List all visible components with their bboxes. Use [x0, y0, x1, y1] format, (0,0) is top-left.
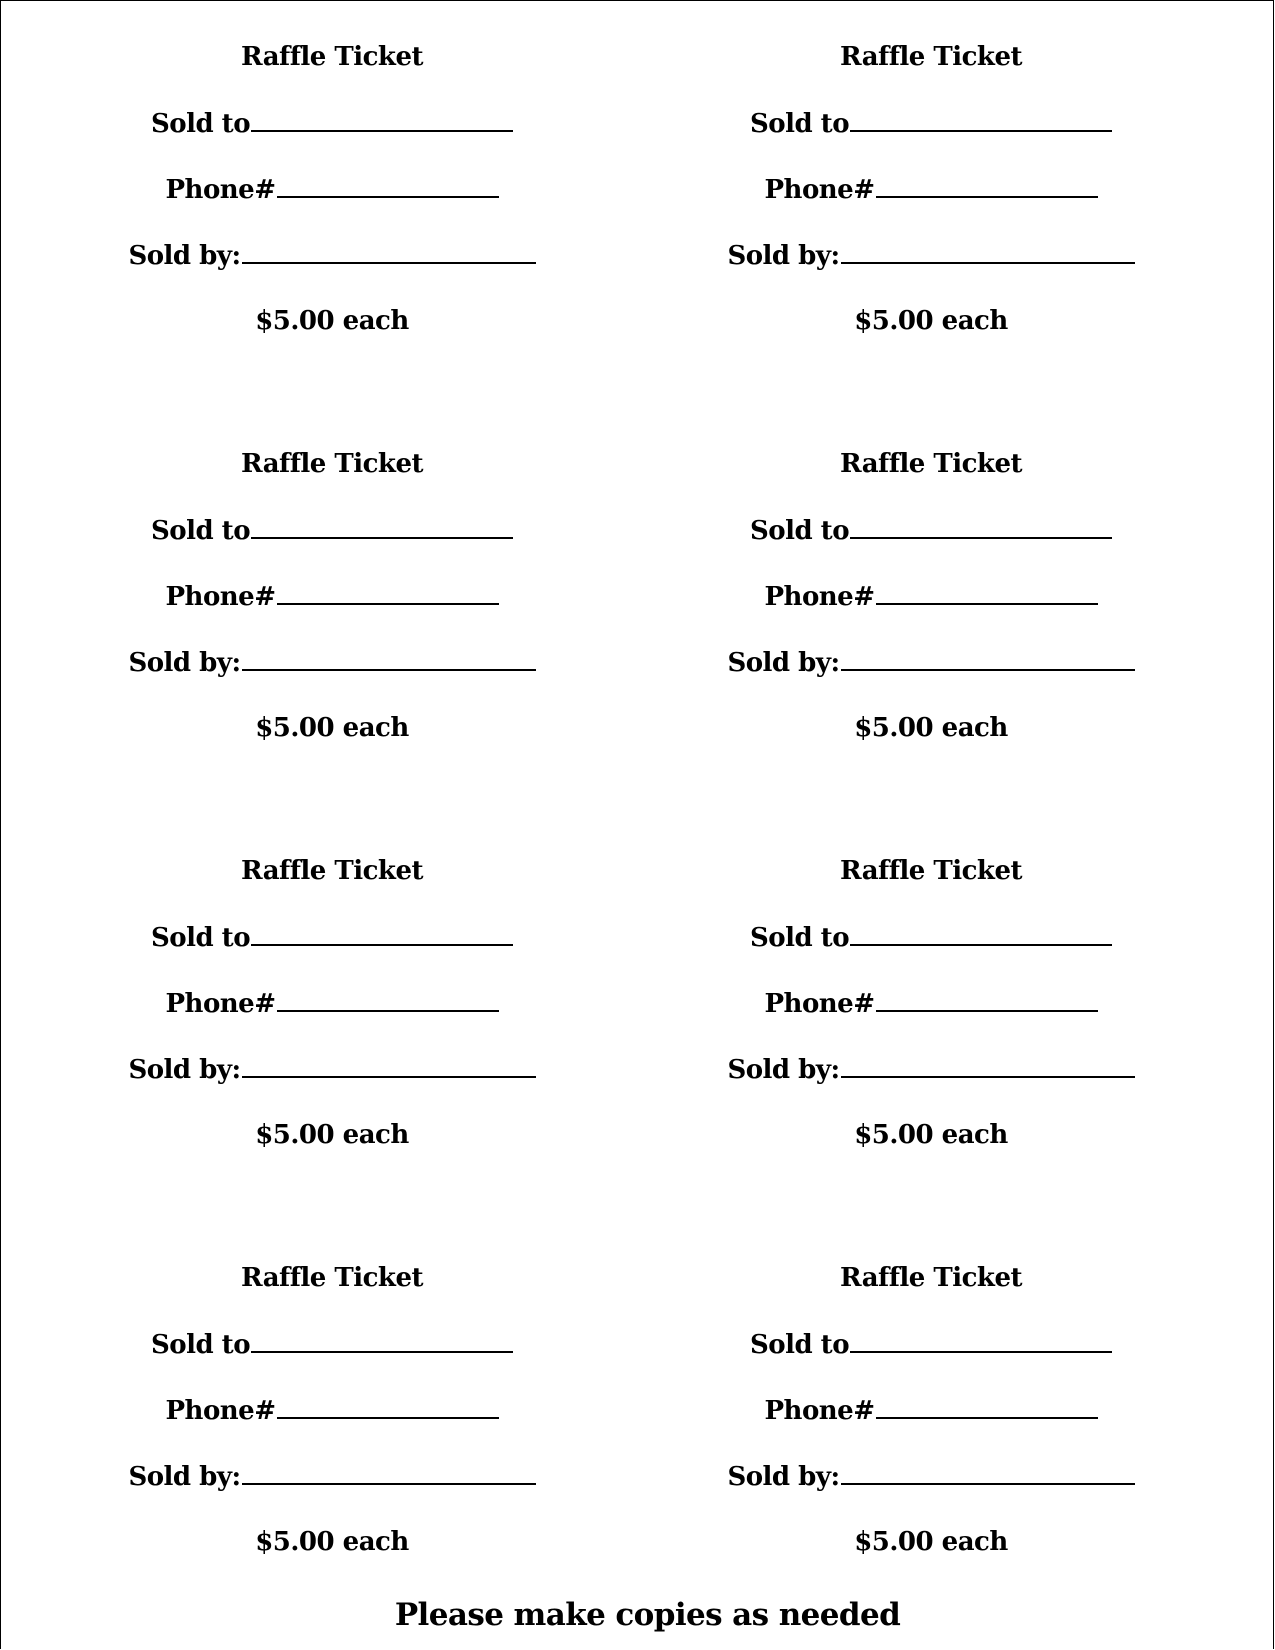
- phone-label: Phone#: [165, 1396, 276, 1426]
- sold-to-field: [661, 1329, 1201, 1360]
- sold-by-label: Sold by:: [128, 241, 241, 271]
- sold-to-field: [62, 515, 602, 546]
- phone-blank[interactable]: [876, 174, 1098, 198]
- phone-label: Phone#: [165, 989, 276, 1019]
- phone-field: [62, 174, 602, 205]
- phone-label: Phone#: [764, 989, 875, 1019]
- ticket-title: Raffle Ticket: [240, 1263, 423, 1293]
- raffle-ticket: [661, 407, 1201, 743]
- sold-to-field: [661, 515, 1201, 546]
- ticket-title: Raffle Ticket: [839, 856, 1022, 886]
- sold-to-label: Sold to: [749, 109, 850, 139]
- sold-to-blank[interactable]: [850, 922, 1112, 946]
- sold-by-field: [62, 647, 602, 678]
- raffle-ticket: [661, 0, 1201, 336]
- sold-to-label: Sold to: [150, 109, 251, 139]
- ticket-price: $5.00 each: [255, 306, 409, 336]
- raffle-ticket: [661, 1221, 1201, 1557]
- phone-label: Phone#: [764, 175, 875, 205]
- sold-to-blank[interactable]: [850, 108, 1112, 132]
- raffle-ticket: [62, 407, 602, 743]
- sold-to-field: [62, 1329, 602, 1360]
- phone-blank[interactable]: [277, 174, 499, 198]
- sold-by-blank[interactable]: [242, 1054, 536, 1078]
- ticket-price: $5.00 each: [854, 713, 1008, 743]
- phone-field: [661, 988, 1201, 1019]
- phone-label: Phone#: [764, 582, 875, 612]
- sold-to-blank[interactable]: [850, 515, 1112, 539]
- footer-note: Please make copies as needed: [394, 1597, 901, 1633]
- ticket-title: Raffle Ticket: [240, 856, 423, 886]
- phone-label: Phone#: [165, 175, 276, 205]
- sold-by-field: [661, 240, 1201, 271]
- sold-by-label: Sold by:: [727, 648, 840, 678]
- phone-blank[interactable]: [277, 581, 499, 605]
- ticket-price: $5.00 each: [255, 1527, 409, 1557]
- sold-to-blank[interactable]: [251, 108, 513, 132]
- sold-to-label: Sold to: [150, 923, 251, 953]
- raffle-ticket: [62, 0, 602, 336]
- ticket-price: $5.00 each: [854, 1527, 1008, 1557]
- sold-by-blank[interactable]: [841, 647, 1135, 671]
- sold-to-field: [62, 922, 602, 953]
- ticket-price: $5.00 each: [255, 713, 409, 743]
- sold-to-blank[interactable]: [251, 922, 513, 946]
- sold-by-blank[interactable]: [242, 1461, 536, 1485]
- phone-blank[interactable]: [876, 581, 1098, 605]
- sold-by-field: [62, 1461, 602, 1492]
- ticket-title: Raffle Ticket: [839, 1263, 1022, 1293]
- sold-by-blank[interactable]: [841, 240, 1135, 264]
- sold-to-label: Sold to: [749, 516, 850, 546]
- sold-to-label: Sold to: [150, 516, 251, 546]
- phone-field: [661, 1395, 1201, 1426]
- phone-blank[interactable]: [876, 988, 1098, 1012]
- phone-field: [62, 988, 602, 1019]
- phone-field: [661, 174, 1201, 205]
- sold-by-label: Sold by:: [128, 1462, 241, 1492]
- sold-to-label: Sold to: [150, 1330, 251, 1360]
- sold-to-label: Sold to: [749, 923, 850, 953]
- sold-by-field: [661, 1054, 1201, 1085]
- ticket-title: Raffle Ticket: [839, 42, 1022, 72]
- sold-by-blank[interactable]: [242, 240, 536, 264]
- raffle-ticket: [62, 1221, 602, 1557]
- sold-by-field: [62, 240, 602, 271]
- sold-to-blank[interactable]: [850, 1329, 1112, 1353]
- phone-field: [661, 581, 1201, 612]
- sold-by-field: [661, 1461, 1201, 1492]
- phone-label: Phone#: [165, 582, 276, 612]
- phone-label: Phone#: [764, 1396, 875, 1426]
- sold-by-field: [661, 647, 1201, 678]
- ticket-price: $5.00 each: [255, 1120, 409, 1150]
- sold-to-label: Sold to: [749, 1330, 850, 1360]
- sold-by-label: Sold by:: [128, 648, 241, 678]
- sold-by-field: [62, 1054, 602, 1085]
- ticket-title: Raffle Ticket: [839, 449, 1022, 479]
- sold-by-blank[interactable]: [841, 1054, 1135, 1078]
- ticket-title: Raffle Ticket: [240, 42, 423, 72]
- sold-to-field: [661, 108, 1201, 139]
- sold-by-blank[interactable]: [242, 647, 536, 671]
- sold-to-blank[interactable]: [251, 515, 513, 539]
- sold-by-blank[interactable]: [841, 1461, 1135, 1485]
- ticket-title: Raffle Ticket: [240, 449, 423, 479]
- sold-to-blank[interactable]: [251, 1329, 513, 1353]
- phone-field: [62, 1395, 602, 1426]
- phone-blank[interactable]: [876, 1395, 1098, 1419]
- sold-by-label: Sold by:: [727, 1055, 840, 1085]
- phone-blank[interactable]: [277, 988, 499, 1012]
- phone-field: [62, 581, 602, 612]
- sold-to-field: [62, 108, 602, 139]
- ticket-price: $5.00 each: [854, 306, 1008, 336]
- sold-to-field: [661, 922, 1201, 953]
- sold-by-label: Sold by:: [128, 1055, 241, 1085]
- phone-blank[interactable]: [277, 1395, 499, 1419]
- raffle-ticket: [661, 814, 1201, 1150]
- sold-by-label: Sold by:: [727, 1462, 840, 1492]
- sold-by-label: Sold by:: [727, 241, 840, 271]
- raffle-ticket: [62, 814, 602, 1150]
- ticket-price: $5.00 each: [854, 1120, 1008, 1150]
